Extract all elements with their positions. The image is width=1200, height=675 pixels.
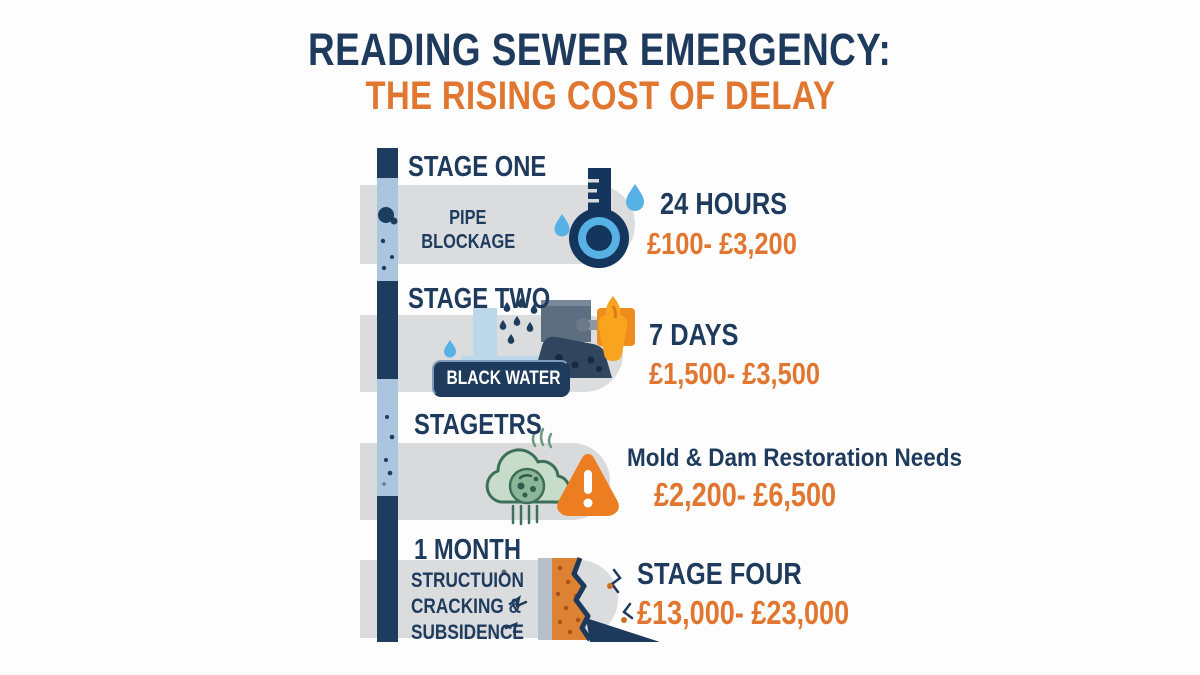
title-line-1: READING SEWER EMERGENCY: (308, 24, 892, 75)
stage-four-heading: 1 MONTH (414, 534, 522, 566)
water-drop-icon (444, 340, 456, 358)
timeline-pipe (377, 148, 398, 642)
stage-four-time: STAGE FOUR (637, 556, 802, 591)
water-drop-icon (555, 214, 570, 237)
title-line-2: THE RISING COST OF DELAY (365, 73, 835, 118)
stage-two-cost: £1,500- £3,500 (649, 356, 821, 391)
stage-four-cost: £13,000- £23,000 (637, 594, 850, 631)
stage-one-heading: STAGE ONE (408, 151, 547, 183)
black-water-badge: BLACK WATER (432, 360, 570, 397)
water-drop-icon (626, 184, 644, 211)
stage-two-time: 7 DAYS (649, 317, 739, 352)
stage-two-heading: STAGE TWO (408, 283, 551, 315)
stage-one-label: PIPE BLOCKAGE (421, 207, 515, 254)
drip-lines-icon (513, 506, 537, 524)
stage-four-label: STRUCTUION CRACKING & SUBSIDENCE (411, 569, 524, 644)
crack-lines-icon (612, 570, 632, 618)
stage-three-cost: £2,200- £6,500 (654, 476, 837, 513)
stage-three-heading: STAGETRS (414, 409, 542, 441)
page-title (0, 26, 1200, 118)
stage-one-time: 24 HOURS (660, 186, 788, 221)
stage-three-note: Mold & Dam Restoration Needs (627, 444, 963, 472)
warning-triangle-icon (556, 450, 620, 518)
stage-one-cost: £100- £3,200 (647, 226, 797, 261)
